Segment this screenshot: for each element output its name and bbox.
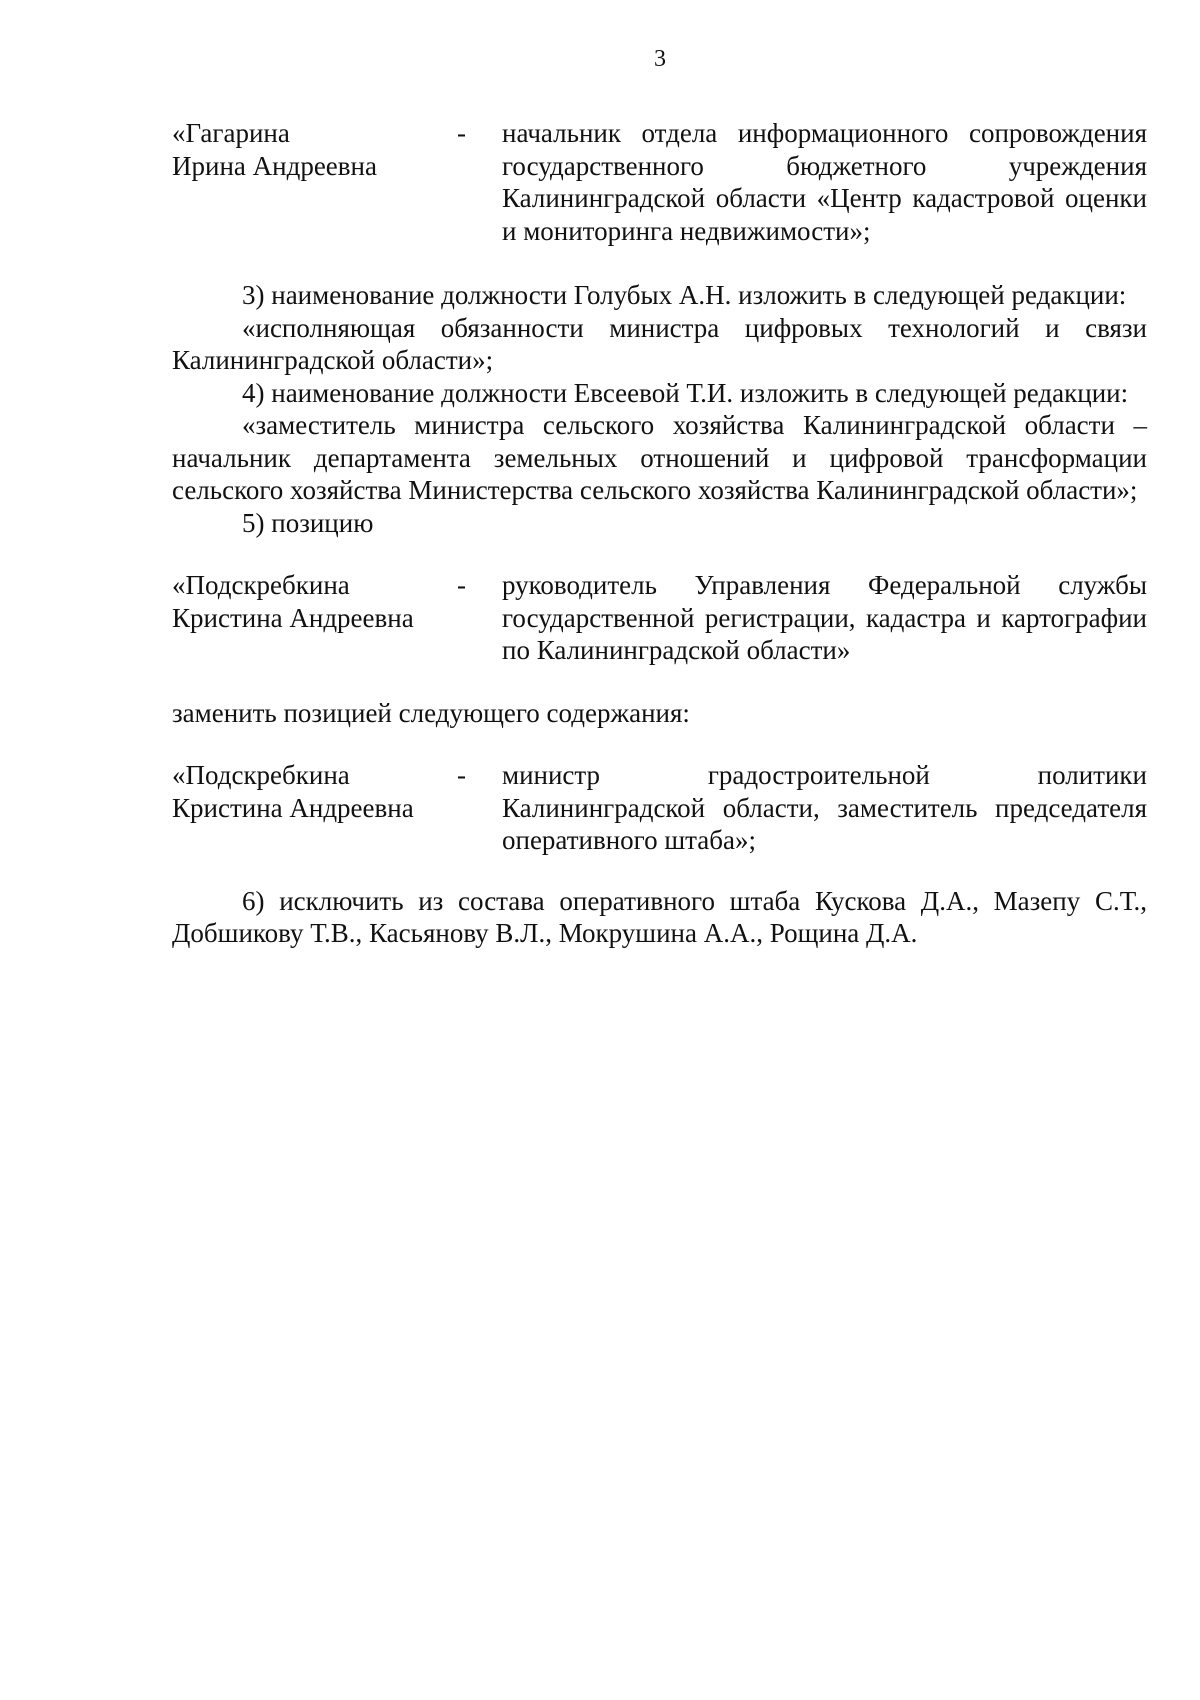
person-given-names: Кристина Андреевна xyxy=(172,602,414,633)
page-number: 3 xyxy=(654,46,666,72)
person-name xyxy=(172,117,457,247)
person-entry-gagarina xyxy=(172,117,1147,247)
document-body xyxy=(172,117,1147,950)
person-position: руководитель Управления Федеральной службы государственной регистрации, кадастра и картографии по Калининградской области» xyxy=(502,570,1147,665)
person-position: министр градостроительной политики Калининградской области, заместитель председателя оперативного штаба»; xyxy=(502,760,1147,855)
item-5-intro: 5) позицию xyxy=(242,507,374,538)
item-3-text: «исполняющая обязанности министра цифровых технологий и связи Калининградской области»; xyxy=(172,312,1147,375)
person-entry-podskrebkina-old xyxy=(172,569,1147,667)
person-name xyxy=(172,759,457,857)
person-given-names: Кристина Андреевна xyxy=(172,792,414,823)
person-surname: «Гагарина xyxy=(172,118,290,148)
item-6-text: 6) исключить из состава оперативного штаба Кускова Д.А., Мазепу С.Т., Добшикову Т.В., Касьянову В.Л., Мокрушина А.А., Рощина Д.А. xyxy=(172,885,1147,948)
person-name xyxy=(172,569,457,667)
person-surname: «Подскребкина xyxy=(172,570,350,600)
person-given-names: Ирина Андреевна xyxy=(172,150,377,181)
dash-separator: - xyxy=(457,118,466,148)
dash-separator: - xyxy=(457,570,466,600)
person-entry-podskrebkina-new xyxy=(172,759,1147,857)
replace-instruction: заменить позицией следующего содержания: xyxy=(172,697,690,728)
item-4-text: «заместитель министра сельского хозяйства Калининградской области – начальник департамента земельных отношений и цифровой трансформации сельского хозяйства Министерства сельского хозяйства Калининградской области»; xyxy=(172,410,1147,505)
item-3-intro: 3) наименование должности Голубых А.Н. изложить в следующей редакции: xyxy=(242,280,1127,310)
person-surname: «Подскребкина xyxy=(172,760,350,790)
item-4-intro: 4) наименование должности Евсеевой Т.И. изложить в следующей редакции: xyxy=(242,377,1129,408)
person-position: начальник отдела информационного сопровождения государственного бюджетного учреждения Калининградской области «Центр кадастровой оценки и мониторинга недвижимости»; xyxy=(502,118,1147,246)
dash-separator: - xyxy=(457,760,466,790)
